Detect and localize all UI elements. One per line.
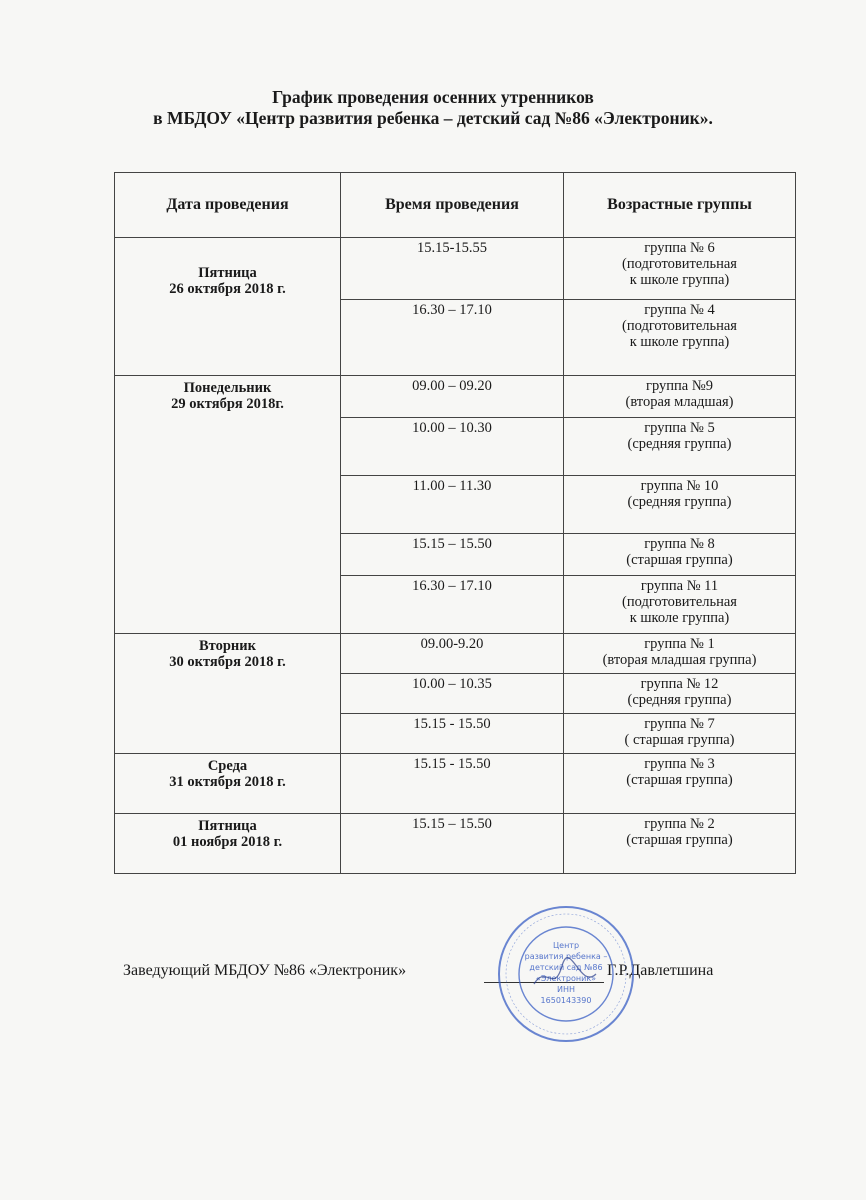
group-line: к школе группа) [629, 610, 730, 626]
table-row [115, 634, 796, 674]
group-cell [564, 376, 796, 418]
group-line: (старшая группа) [626, 832, 733, 848]
time-cell: 10.00 – 10.35 [341, 674, 564, 714]
date-value: 26 октября 2018 г. [169, 281, 286, 297]
stamp-line: ИНН [556, 985, 576, 994]
group-line: (подготовительная [622, 318, 737, 334]
group-line: группа № 11 [640, 578, 719, 594]
group-line: (старшая группа) [626, 772, 733, 788]
table-row [115, 376, 796, 418]
time-cell: 15.15-15.55 [341, 238, 564, 300]
group-line: группа № 1 [644, 636, 715, 652]
group-line: группа № 6 [644, 240, 715, 256]
schedule-table [114, 172, 796, 874]
time-cell: 16.30 – 17.10 [341, 300, 564, 376]
weekday: Пятница [198, 818, 257, 834]
time-cell: 10.00 – 10.30 [341, 418, 564, 476]
group-line: группа № 10 [640, 478, 719, 494]
group-line: ( старшая группа) [624, 732, 735, 748]
group-line: группа № 7 [644, 716, 715, 732]
time-cell: 11.00 – 11.30 [341, 476, 564, 534]
group-cell [564, 238, 796, 300]
group-cell [564, 814, 796, 874]
table-row [115, 238, 796, 300]
group-cell [564, 534, 796, 576]
weekday: Пятница [198, 265, 257, 281]
group-line: к школе группа) [629, 334, 730, 350]
group-line: группа № 3 [644, 756, 715, 772]
time-cell: 16.30 – 17.10 [341, 576, 564, 634]
date-cell [115, 238, 341, 376]
weekday: Среда [207, 758, 248, 774]
group-cell [564, 674, 796, 714]
group-line: группа № 12 [640, 676, 719, 692]
group-cell [564, 300, 796, 376]
group-cell [564, 576, 796, 634]
time-cell: 15.15 - 15.50 [341, 754, 564, 814]
header-groups: Возрастные группы [564, 173, 796, 238]
group-line: группа № 2 [644, 816, 715, 832]
date-value: 29 октября 2018г. [171, 396, 284, 412]
group-line: (старшая группа) [626, 552, 733, 568]
table-row [115, 814, 796, 874]
time-cell: 15.15 - 15.50 [341, 714, 564, 754]
stamp-line: 1650143390 [540, 996, 592, 1005]
table-header-row [115, 173, 796, 238]
date-value: 30 октября 2018 г. [169, 654, 286, 670]
group-line: (средняя группа) [627, 436, 732, 452]
group-line: (вторая младшая группа) [602, 652, 757, 668]
date-cell [115, 754, 341, 814]
group-line: группа №9 [646, 378, 713, 394]
group-line: (средняя группа) [627, 494, 732, 510]
group-cell [564, 714, 796, 754]
group-line: группа № 5 [644, 420, 715, 436]
group-cell [564, 634, 796, 674]
group-line: (подготовительная [622, 256, 737, 272]
signature-position: Заведующий МБДОУ №86 «Электроник» [123, 962, 407, 979]
table-row [115, 754, 796, 814]
date-value: 01 ноября 2018 г. [172, 834, 283, 850]
weekday: Понедельник [183, 380, 272, 396]
title-line-1: График проведения осенних утренников [272, 87, 594, 107]
stamp-line: развития ребенка – [524, 952, 608, 961]
time-cell: 15.15 – 15.50 [341, 814, 564, 874]
title-line-2: в МБДОУ «Центр развития ребенка – детский сад №86 «Электроник». [153, 108, 713, 128]
group-cell [564, 476, 796, 534]
group-line: (подготовительная [622, 594, 737, 610]
header-time: Время проведения [341, 173, 564, 238]
stamp-line: детский сад №86 [529, 963, 603, 972]
stamp-line: Центр [552, 941, 580, 950]
weekday: Вторник [199, 638, 256, 654]
date-cell [115, 634, 341, 754]
group-line: (средняя группа) [627, 692, 732, 708]
header-date: Дата проведения [115, 173, 341, 238]
time-cell: 15.15 – 15.50 [341, 534, 564, 576]
group-line: группа № 4 [644, 302, 715, 318]
stamp-line: «Электроник» [535, 974, 597, 983]
group-line: (вторая младшая) [625, 394, 734, 410]
date-cell [115, 814, 341, 874]
group-line: к школе группа) [629, 272, 730, 288]
time-cell: 09.00 – 09.20 [341, 376, 564, 418]
group-cell [564, 754, 796, 814]
group-line: группа № 8 [644, 536, 715, 552]
time-cell: 09.00-9.20 [341, 634, 564, 674]
official-seal-stamp [496, 904, 636, 1044]
signature-name: Г.Р.Давлетшина [607, 962, 714, 979]
date-cell [115, 376, 341, 634]
group-cell [564, 418, 796, 476]
document-title [0, 87, 866, 129]
date-value: 31 октября 2018 г. [169, 774, 286, 790]
